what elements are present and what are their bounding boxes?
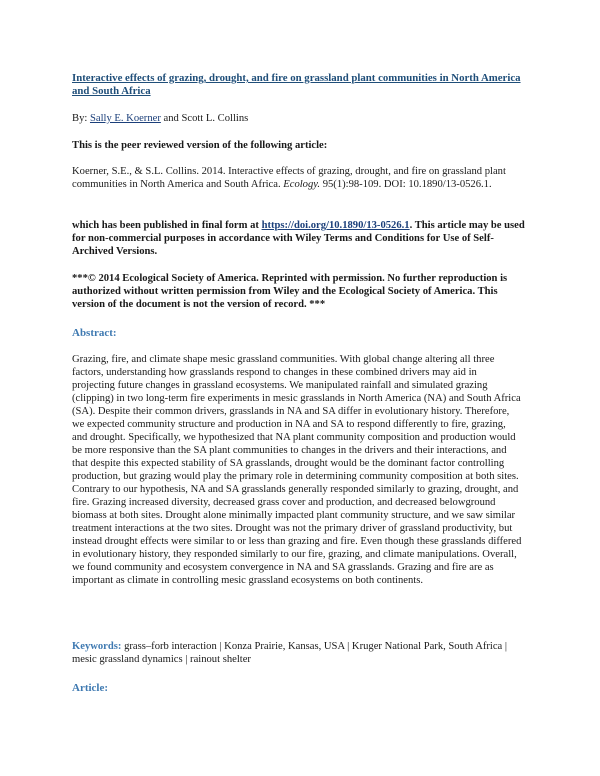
citation: [72, 165, 530, 191]
publication-terms: . This article may be used for non-commercial purposes in accordance with Wiley Terms and Conditions for Use of Self-Archived Versions.: [72, 220, 525, 257]
abstract-body: Grazing, fire, and climate shape mesic grassland communities. With global change altering all three factors, understanding how grasslands respond to changes in these combined drivers may aid in projecting future changes in grassland ecosystems. We manipulated rainfall and simulated grazing (clipping) in two long-term fire experiments in mesic grasslands in North America (NA) and South Africa (SA). Despite their common drivers, grasslands in NA and SA differ in evolutionary history. Therefore, we expected community structure and production in NA and SA to respond differently to fire, grazing, and drought. Specifically, we hypothesized that NA plant community composition and production would be more responsive than the SA plant communities to changes in the drivers and their interactions, and that despite this expected stability of SA grasslands, drought would be the dominant factor controlling production, but grazing would play the primary role in determining community composition at both sites. Contrary to our hypothesis, NA and SA grasslands generally responded similarly to grazing, drought, and fire. Grazing increased diversity, decreased grass cover and production, and decreased belowground biomass at both sites. Drought alone minimally impacted plant community structure, and we saw similar treatment interactions at the two sites. Drought was not the primary driver of grassland productivity, but instead drought effects were similar to or less than grazing and fire. Even though these grasslands differed in evolutionary history, they responded similarly to our fire, grazing, and climate manipulations. Overall, we found community and ecosystem convergence in NA and SA grasslands. Grazing and fire are as important as climate in controlling mesic grassland ecosystems on both continents.: [72, 354, 522, 586]
author-link[interactable]: Sally E. Koerner: [89, 113, 161, 124]
abstract-heading: Abstract:: [72, 327, 117, 339]
doi-link[interactable]: https://doi.org/10.1890/13-0526.1: [261, 220, 410, 231]
publication-notice-text: which has been published in final form at: [72, 220, 259, 231]
byline-prefix: By:: [72, 113, 88, 124]
article-title[interactable]: Interactive effects of grazing, drought, and fire on grassland plant communities in North America and South Africa: [72, 72, 521, 97]
keywords-list: grass–forb interaction | Konza Prairie, Kansas, USA | Kruger National Park, South Africa | mesic grassland dynamics | rainout shelter: [72, 641, 508, 665]
article-heading: Article:: [72, 682, 109, 694]
keywords: [72, 640, 530, 666]
citation-text: Koerner, S.E., & S.L. Collins. 2014. Interactive effects of grazing, drought, and fire on grassland plant communities in North America and South Africa.: [72, 166, 506, 190]
peer-review-statement: This is the peer reviewed version of the following article:: [72, 140, 328, 151]
publication-notice: [72, 219, 530, 258]
copyright-notice: ***© 2014 Ecological Society of America. Reprinted with permission. No further reproduction is authorized without written permission from Wiley and the Ecological Society of America. This version of the document is not the version of record. ***: [72, 273, 508, 310]
citation-doi: 95(1):98-109. DOI: 10.1890/13-0526.1.: [322, 179, 492, 190]
byline-rest: and Scott L. Collins: [163, 113, 249, 124]
journal-name: Ecology.: [283, 179, 321, 190]
keywords-label: Keywords:: [72, 641, 122, 652]
byline: [72, 112, 530, 125]
